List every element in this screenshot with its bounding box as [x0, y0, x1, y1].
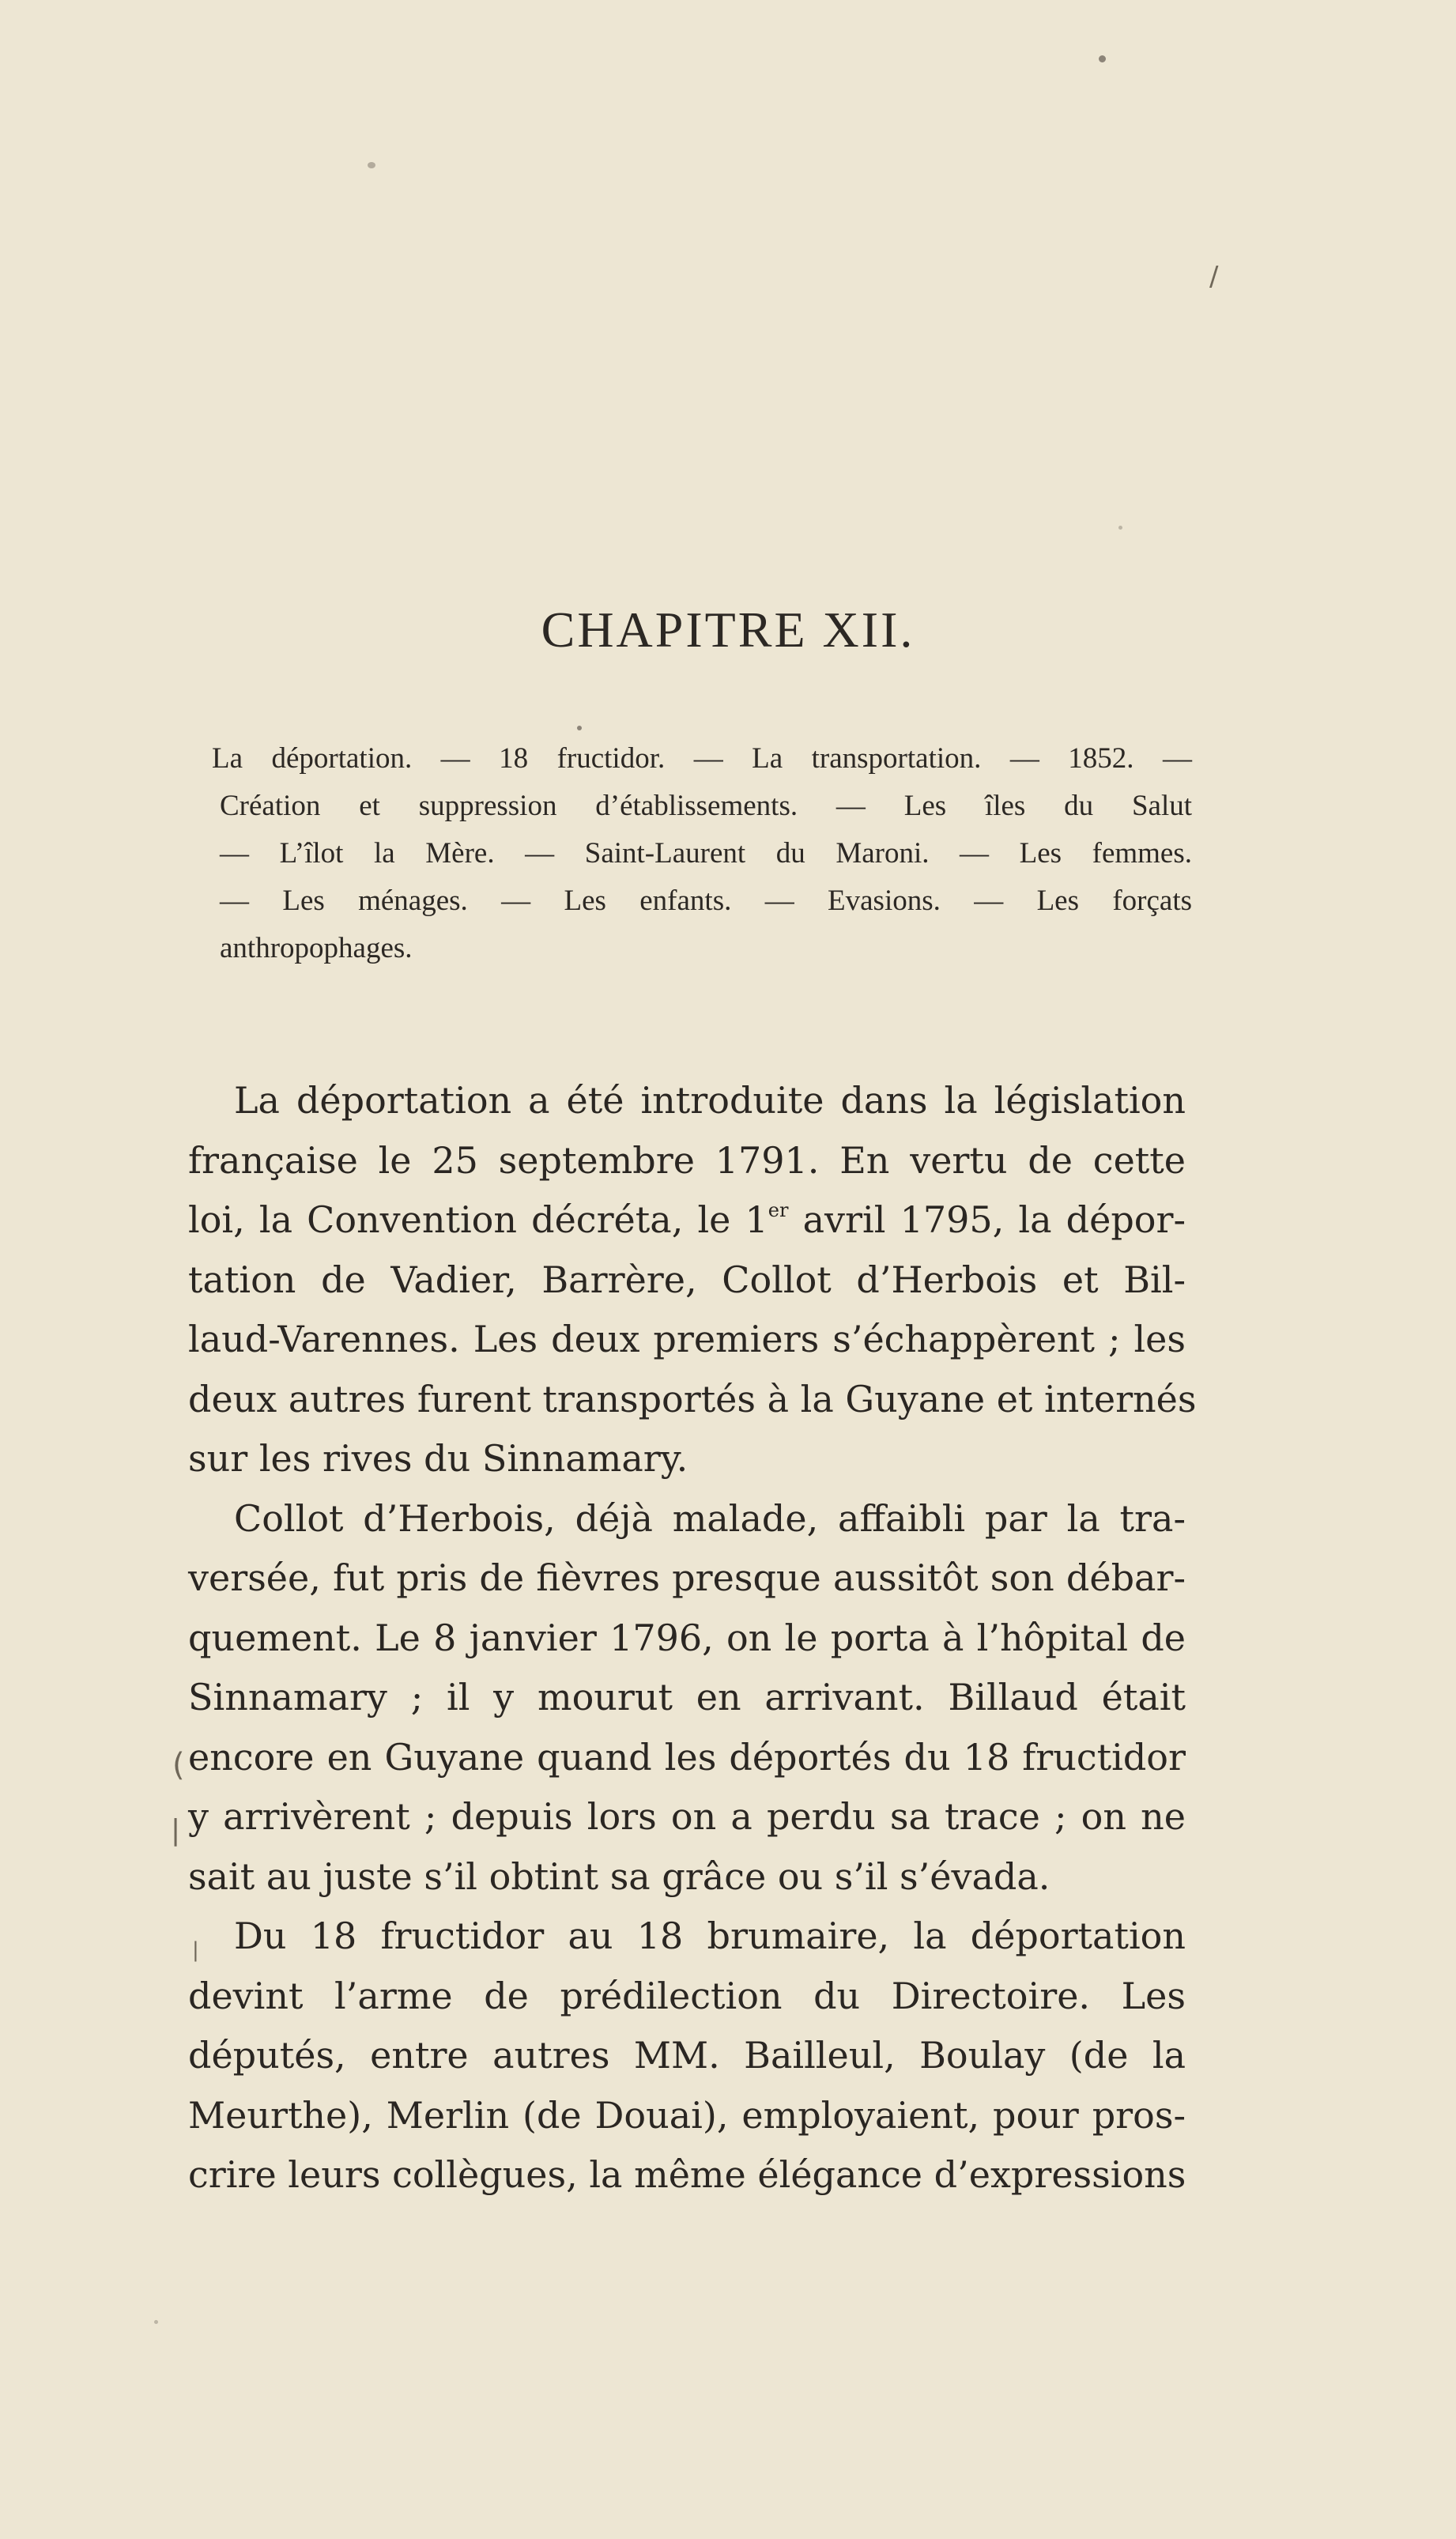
summary-line: — L’îlot la Mère. — Saint-Laurent du Maroni. — Les femmes. [220, 837, 1192, 870]
summary-line: anthropophages. [220, 932, 413, 964]
text-line: quement. Le 8 janvier 1796, on le porta à l’hôpital de [188, 1616, 1186, 1659]
text-line: députés, entre autres MM. Bailleul, Boulay (de la [188, 2034, 1186, 2077]
summary-line: La déportation. — 18 fructidor. — La transportation. — 1852. — [212, 742, 1192, 775]
text-line [188, 1190, 1186, 1251]
chapter-title: CHAPITRE XII. [541, 602, 915, 658]
summary-line: — Les ménages. — Les enfants. — Evasions. — Les forçats [220, 885, 1192, 917]
paper-speck [577, 726, 582, 730]
text-line: versée, fut pris de fièvres presque aussitôt son débar- [188, 1556, 1186, 1599]
text-line: Meurthe), Merlin (de Douai), employaient, pour pros- [188, 2093, 1186, 2137]
margin-mark: ( [172, 1747, 185, 1783]
paper-speck [154, 2320, 158, 2324]
text-line: Collot d’Herbois, déjà malade, affaibli par la tra- [234, 1496, 1186, 1540]
text-line: française le 25 septembre 1791. En vertu de cette [188, 1138, 1186, 1182]
superscript: er [768, 1199, 789, 1221]
paper-speck [1118, 526, 1122, 530]
summary-line: Création et suppression d’établissements. — Les îles du Salut [220, 790, 1192, 822]
margin-mark: / [1209, 261, 1219, 292]
text-line: deux autres furent transportés à la Guyane et internés [188, 1377, 1197, 1420]
text-line: La déportation a été introduite dans la législation [234, 1079, 1186, 1122]
text-fragment: 1 [745, 1198, 768, 1241]
paper-speck [368, 162, 375, 168]
paper-speck [1099, 55, 1106, 62]
text-line: crire leurs collègues, la même élégance d’expressions [188, 2153, 1186, 2196]
text-line: encore en Guyane quand les déportés du 18 fructidor [188, 1735, 1186, 1779]
text-line: sait au juste s’il obtint sa grâce ou s’il s’évada. [188, 1854, 1051, 1898]
text-line: y arrivèrent ; depuis lors on a perdu sa trace ; on ne [188, 1795, 1186, 1838]
body-text [188, 1071, 1197, 2205]
text-line: sur les rives du Sinnamary. [188, 1437, 688, 1480]
text-line: Du 18 fructidor au 18 brumaire, la déportation [234, 1915, 1186, 1957]
margin-mark: | [171, 1814, 181, 1847]
text-line: laud-Varennes. Les deux premiers s’échappèrent ; les [188, 1318, 1186, 1360]
text-line: tation de Vadier, Barrère, Collot d’Herbois et Bil- [188, 1258, 1186, 1301]
chapter-summary [212, 735, 1192, 972]
margin-mark: | [192, 1938, 199, 1962]
text-fragment: loi, la Convention décréta, le [188, 1198, 731, 1241]
text-line: Sinnamary ; il y mourut en arrivant. Billaud était [188, 1676, 1186, 1718]
text-fragment: avril 1795, la dépor- [788, 1198, 1186, 1241]
text-line: devint l’arme de prédilection du Directoire. Les [188, 1974, 1186, 2017]
